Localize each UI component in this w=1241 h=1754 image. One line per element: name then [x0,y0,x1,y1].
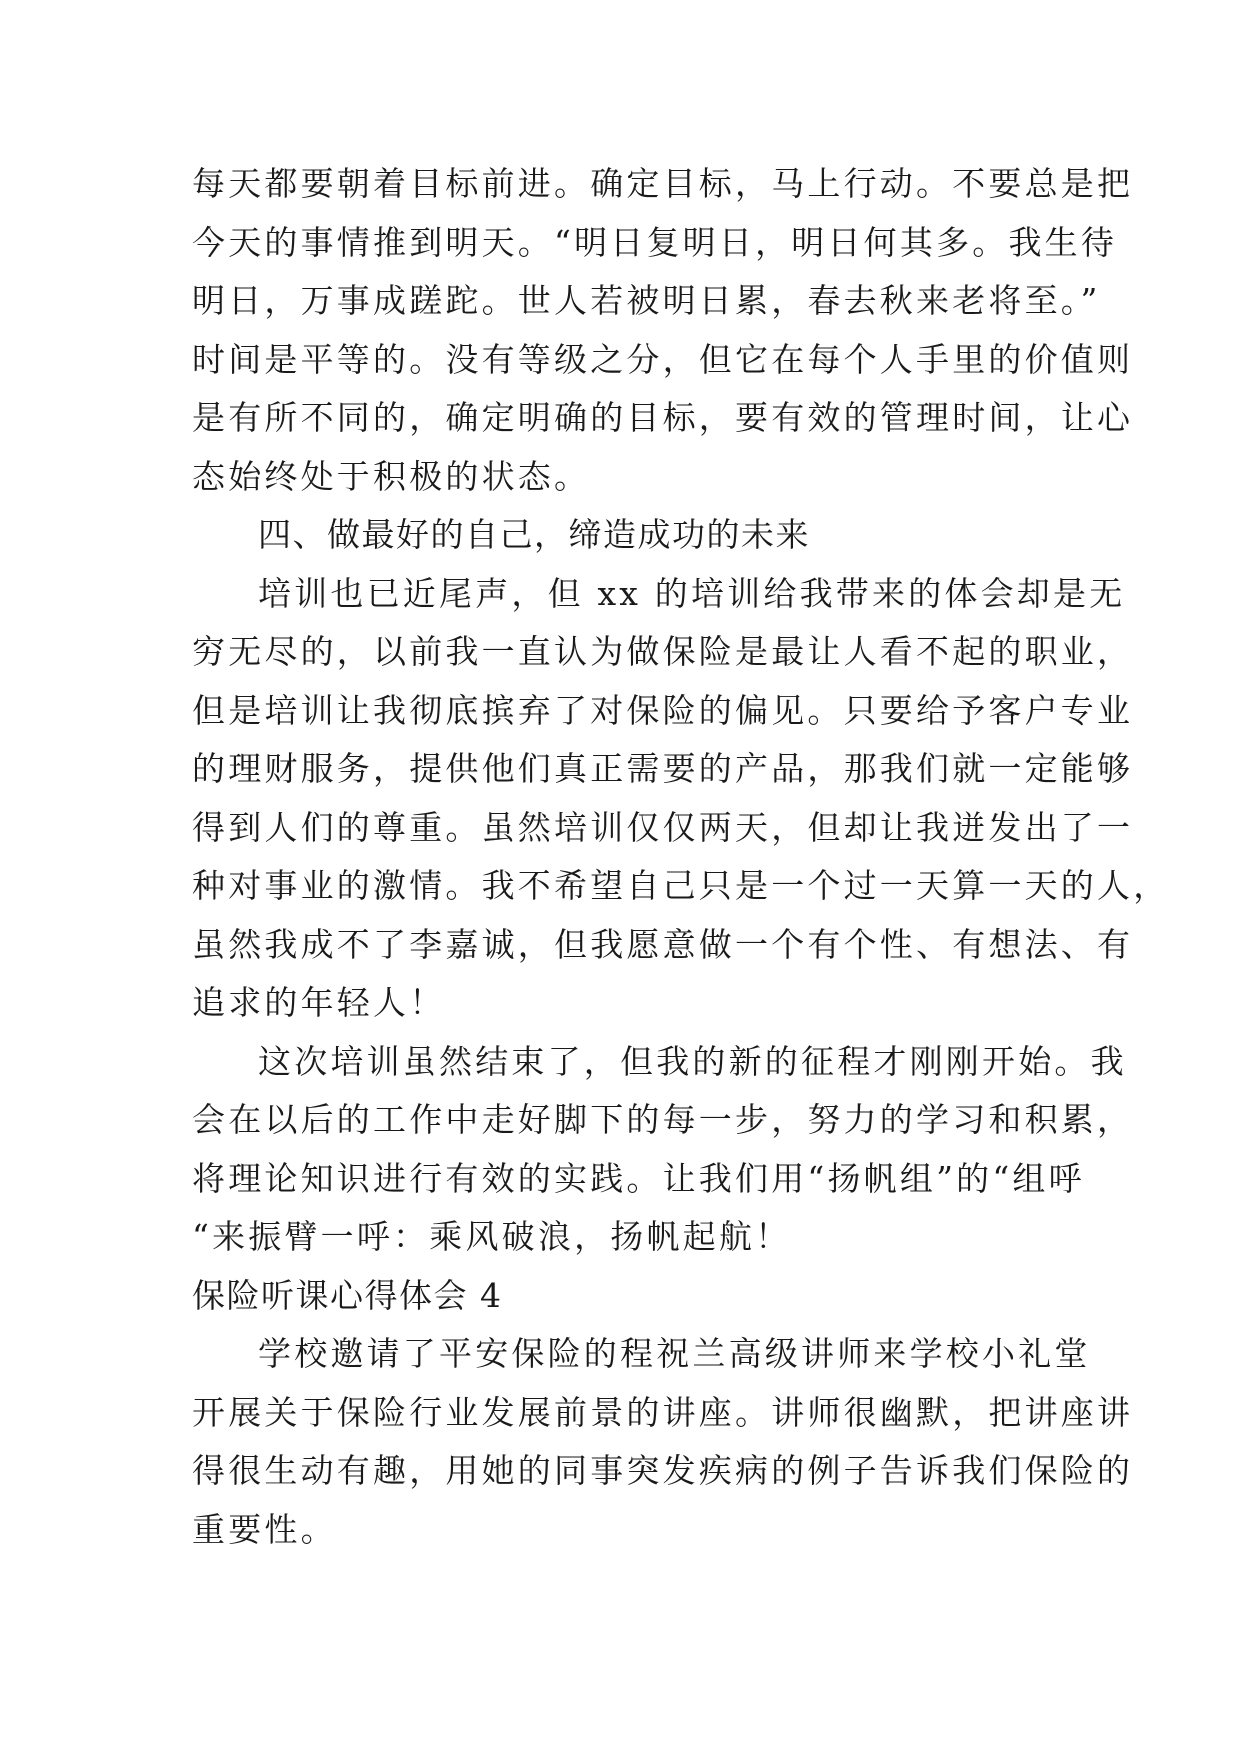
text-line: 每天都要朝着目标前进。确定目标，马上行动。不要总是把 [192,164,1134,203]
text-line: 得到人们的尊重。虽然培训仅仅两天，但却让我迸发出了一 [192,807,1134,847]
text-line: 穷无尽的，以前我一直认为做保险是最让人看不起的职业， [192,632,1134,671]
text-line: 虽然我成不了李嘉诚，但我愿意做一个有个性、有想法、有 [192,924,1134,964]
article-title: 保险听课心得体会 4 [192,1275,503,1315]
text-line: 会在以后的工作中走好脚下的每一步，努力的学习和积累， [192,1100,1134,1139]
text-line: 培训也已近尾声，但 xx 的培训给我带来的体会却是无 [258,573,1126,613]
text-line: 这次培训虽然结束了，但我的新的征程才刚刚开始。我 [258,1041,1127,1081]
text-line: 重要性。 [192,1509,337,1549]
text-line: 今天的事情推到明天。“明日复明日，明日何其多。我生待 [192,222,1118,262]
text-line: 得很生动有趣，用她的同事突发疾病的例子告诉我们保险的 [192,1451,1134,1490]
text-line: 但是培训让我彻底摈弃了对保险的偏见。只要给予客户专业 [192,690,1134,730]
text-line: 将理论知识进行有效的实践。让我们用“扬帆组”的“组呼 [192,1158,1085,1198]
text-line: 态始终处于积极的状态。 [192,456,591,496]
text-line: 种对事业的激情。我不希望自己只是一个过一天算一天的人， [192,866,1170,905]
text-line: 的理财服务，提供他们真正需要的产品，那我们就一定能够 [192,749,1134,788]
text-line: 是有所不同的，确定明确的目标，要有效的管理时间，让心 [192,398,1134,437]
text-line: “来振臂一呼：乘风破浪，扬帆起航！ [192,1217,792,1256]
section-heading: 四、做最好的自己，缔造成功的未来 [258,515,810,554]
text-line: 学校邀请了平安保险的程祝兰高级讲师来学校小礼堂 [258,1334,1091,1373]
text-line: 明日，万事成蹉跎。世人若被明日累，春去秋来老将至。” [192,281,1101,320]
text-line: 开展关于保险行业发展前景的讲座。讲师很幽默，把讲座讲 [192,1392,1134,1432]
text-line: 追求的年轻人！ [192,983,446,1022]
text-line: 时间是平等的。没有等级之分，但它在每个人手里的价值则 [192,339,1134,379]
body-text [192,155,1170,1559]
